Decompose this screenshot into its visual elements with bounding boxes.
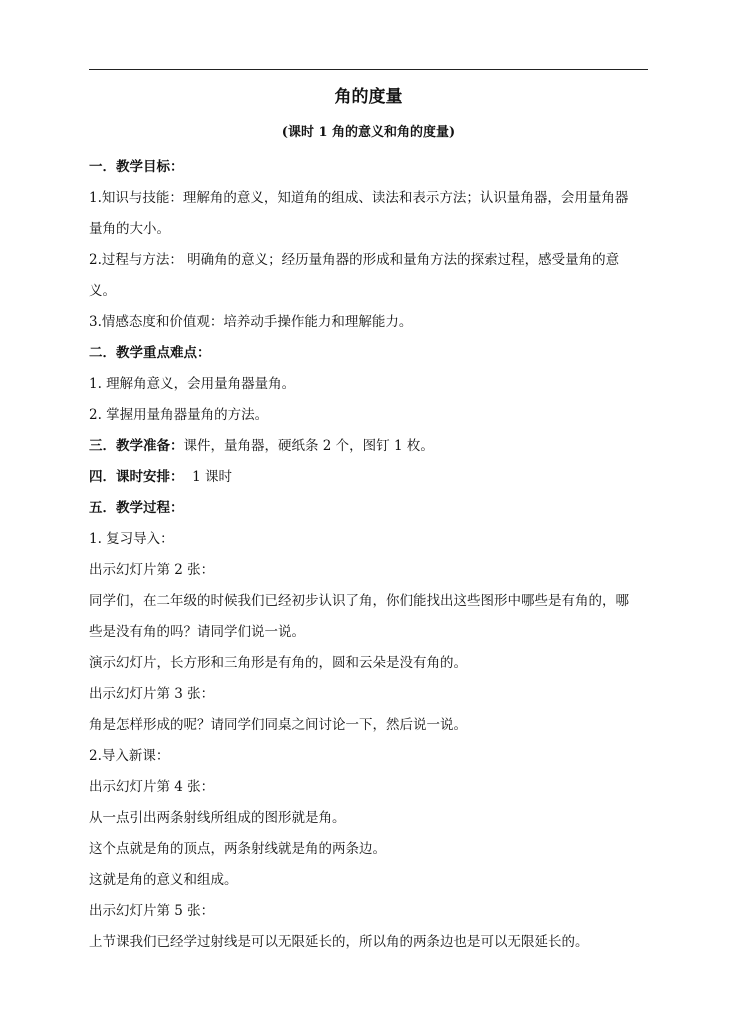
document-title: 角的度量 [334, 87, 403, 107]
paragraph-line: 1. 理解角意义，会用量角器量角。 [89, 376, 296, 392]
paragraph-line: 同学们，在二年级的时候我们已经初步认识了角，你们能找出这些图形中哪些是有角的，哪 [89, 593, 629, 609]
paragraph-line: 角是怎样形成的呢？请同学们同桌之间讨论一下，然后说一说。 [89, 717, 467, 733]
preparation-value: 课件，量角器，硬纸条 2 个，图钉 1 枚。 [183, 438, 434, 454]
paragraph-line: 2.导入新课： [89, 748, 170, 764]
paragraph-line: 出示幻灯片第 3 张： [89, 686, 215, 702]
document-subtitle: (课时 1 角的意义和角的度量) [281, 125, 456, 140]
paragraph-line: 演示幻灯片，长方形和三角形是有角的，圆和云朵是没有角的。 [89, 655, 467, 671]
section-heading-preparation: 三．教学准备： [89, 438, 184, 454]
paragraph-line: 这就是角的意义和组成。 [89, 872, 238, 888]
paragraph-line: 这个点就是角的顶点，两条射线就是角的两条边。 [89, 841, 386, 857]
section-heading-objectives: 一．教学目标： [89, 159, 184, 175]
section-heading-schedule: 四．课时安排： [89, 469, 184, 485]
schedule-value: 1 课时 [183, 469, 232, 485]
paragraph-line: 3.情感态度和价值观：培养动手操作能力和理解能力。 [89, 314, 413, 330]
section-heading-key-points: 二．教学重点难点： [89, 345, 211, 361]
paragraph-line: 1.知识与技能：理解角的意义，知道角的组成、读法和表示方法；认识量角器，会用量角器 [89, 190, 629, 206]
section-heading-process: 五．教学过程： [89, 500, 184, 516]
section-schedule [89, 462, 648, 493]
paragraph-line: 2.过程与方法： 明确角的意义；经历量角器的形成和量角方法的探索过程，感受量角的意 [89, 252, 620, 268]
paragraph-line: 些是没有角的吗？请同学们说一说。 [89, 624, 305, 640]
paragraph-line: 量角的大小。 [89, 221, 170, 237]
header-rule [89, 69, 648, 70]
paragraph-line: 1. 复习导入： [89, 531, 174, 547]
section-preparation [89, 431, 648, 462]
paragraph-line: 义。 [89, 283, 116, 299]
paragraph-line: 出示幻灯片第 2 张： [89, 562, 215, 578]
paragraph-line: 出示幻灯片第 5 张： [89, 903, 215, 919]
paragraph-line: 出示幻灯片第 4 张： [89, 779, 215, 795]
document-body [89, 152, 648, 958]
paragraph-line: 从一点引出两条射线所组成的图形就是角。 [89, 810, 346, 826]
paragraph-line: 上节课我们已经学过射线是可以无限延长的，所以角的两条边也是可以无限延长的。 [89, 934, 589, 950]
paragraph-line: 2. 掌握用量角器量角的方法。 [89, 407, 269, 423]
